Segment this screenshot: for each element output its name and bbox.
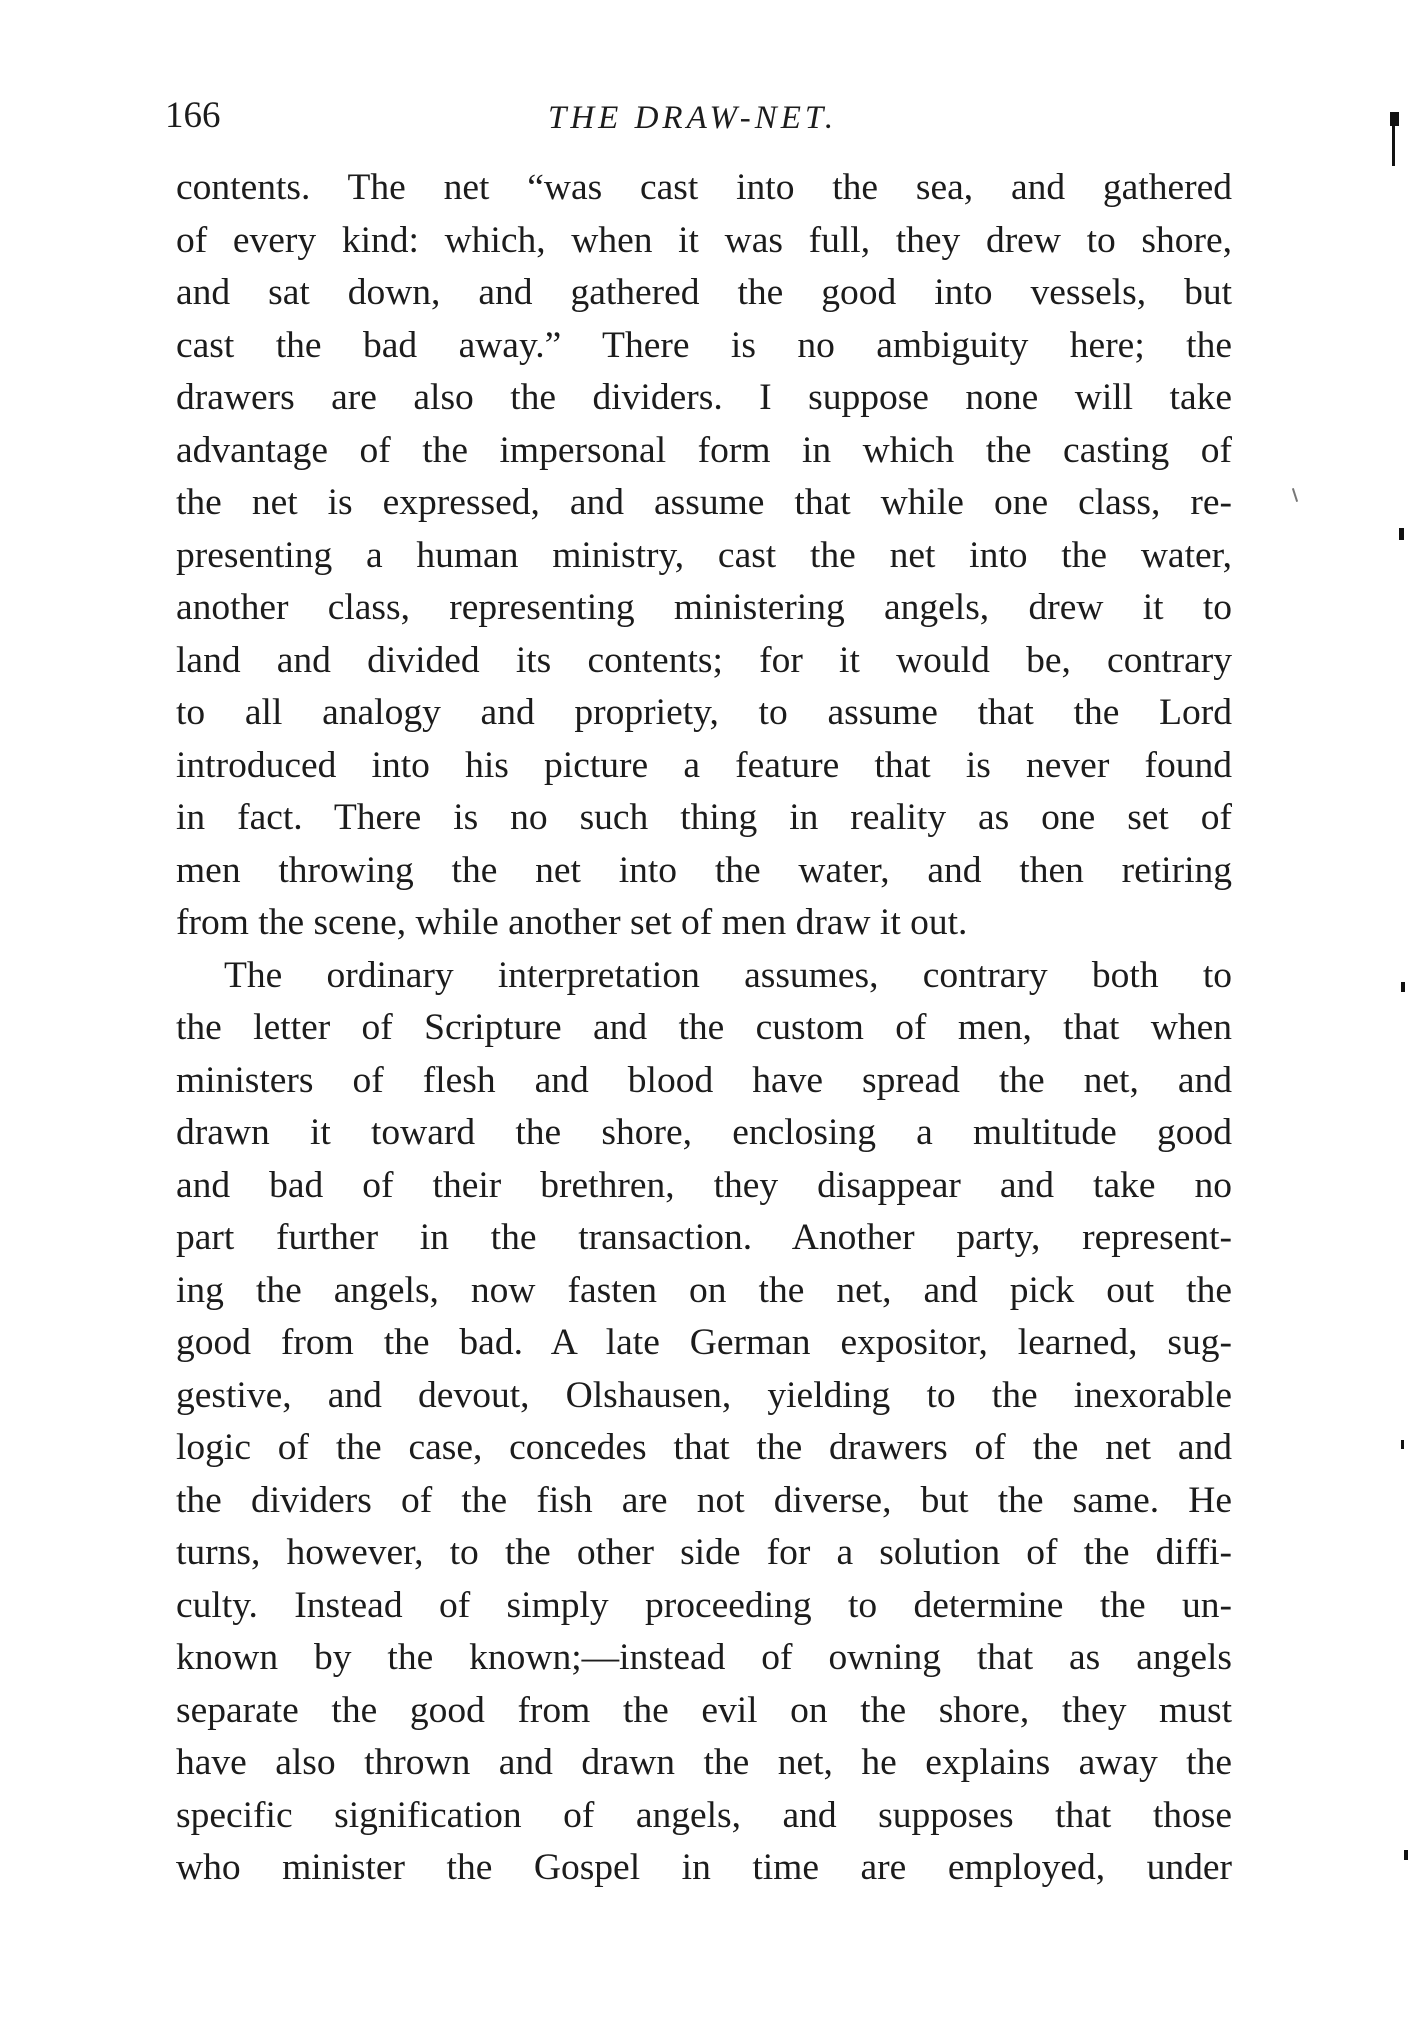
text-line: cast the bad away.” There is no ambiguity here; the [176, 324, 1232, 366]
scan-mark [1401, 1440, 1404, 1449]
text-line: known by the known;—instead of owning that as angels [176, 1637, 1232, 1678]
page-number: 166 [165, 95, 221, 136]
text-line: men throwing the net into the water, and then retiring [176, 849, 1232, 891]
text-line: specific signification of angels, and supposes that those [176, 1794, 1232, 1836]
text-line: and bad of their brethren, they disappear and take no [176, 1164, 1232, 1206]
text-line: contents. The net “was cast into the sea, and gathered [176, 167, 1232, 208]
running-head: THE DRAW-NET. [548, 100, 838, 136]
text-line: of every kind: which, when it was full, they drew to shore, [176, 219, 1232, 261]
text-line: ministers of flesh and blood have spread the net, and [176, 1059, 1232, 1101]
text-line: introduced into his picture a feature that is never found [176, 744, 1232, 786]
scan-mark [1399, 528, 1404, 540]
text-line: to all analogy and propriety, to assume that the Lord [176, 692, 1232, 733]
text-line: part further in the transaction. Another party, represent- [176, 1217, 1232, 1258]
paragraph-1 [176, 162, 1232, 950]
scan-mark [1392, 126, 1395, 166]
text-line: drawn it toward the shore, enclosing a multitude good [176, 1112, 1232, 1153]
text-line: and sat down, and gathered the good into vessels, but [176, 272, 1232, 313]
text-line: drawers are also the dividers. I suppose none will take [176, 377, 1232, 418]
scan-mark [1292, 488, 1298, 502]
text-line: the net is expressed, and assume that while one class, re- [176, 482, 1232, 523]
text-line: advantage of the impersonal form in which the casting of [176, 429, 1232, 471]
text-line: from the scene, while another set of men draw it out. [176, 902, 968, 943]
text-line: who minister the Gospel in time are employed, under [176, 1847, 1232, 1888]
text-line: the dividers of the fish are not diverse, but the same. He [176, 1479, 1232, 1521]
scan-mark [1401, 982, 1405, 992]
text-line: have also thrown and drawn the net, he explains away the [176, 1742, 1232, 1783]
text-line: The ordinary interpretation assumes, contrary both to [224, 954, 1232, 996]
text-line: logic of the case, concedes that the drawers of the net and [176, 1427, 1232, 1468]
text-line: presenting a human ministry, cast the net into the water, [176, 534, 1232, 576]
paragraph-2 [176, 950, 1232, 1895]
text-line: land and divided its contents; for it would be, contrary [176, 639, 1232, 681]
text-line: turns, however, to the other side for a solution of the diffi- [176, 1532, 1232, 1573]
scan-mark [1390, 112, 1399, 126]
text-line: separate the good from the evil on the shore, they must [176, 1689, 1232, 1731]
body-text [176, 162, 1232, 1895]
text-line: culty. Instead of simply proceeding to determine the un- [176, 1584, 1232, 1626]
text-line: good from the bad. A late German expositor, learned, sug- [176, 1322, 1232, 1363]
text-line: another class, representing ministering angels, drew it to [176, 587, 1232, 628]
text-line: ing the angels, now fasten on the net, and pick out the [176, 1269, 1232, 1311]
text-line: in fact. There is no such thing in reality as one set of [176, 797, 1232, 838]
scan-mark [1404, 1850, 1408, 1860]
text-line: gestive, and devout, Olshausen, yielding to the inexorable [176, 1374, 1232, 1416]
text-line: the letter of Scripture and the custom of men, that when [176, 1007, 1232, 1048]
